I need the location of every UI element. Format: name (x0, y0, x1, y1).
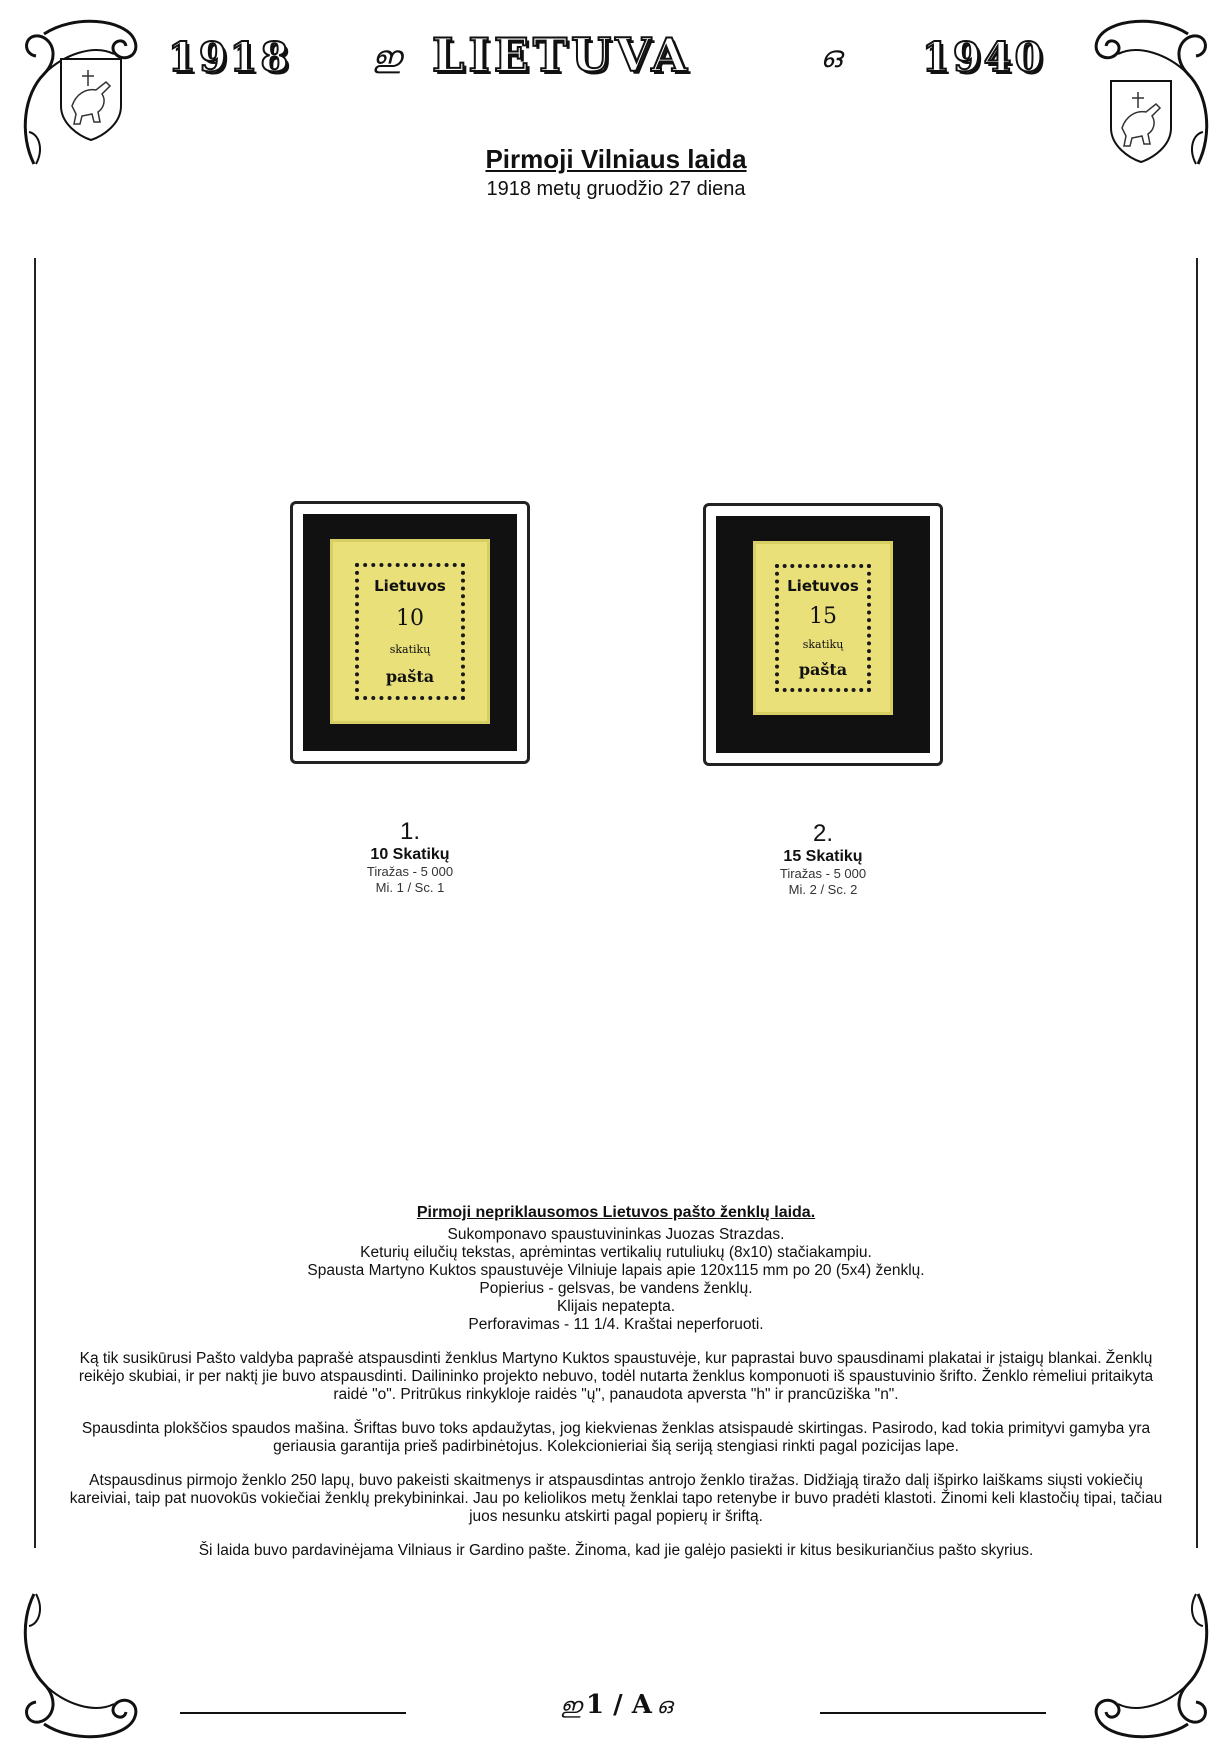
page-subtitle: Pirmoji Vilniaus laida (485, 144, 747, 174)
stamp-frame (775, 564, 872, 692)
header-ornament-left: ഇ (372, 40, 402, 75)
stamp-text-post: pašta (798, 660, 848, 680)
frame-line-right (1196, 258, 1198, 1548)
footer-ornament-right: ഒ (656, 1694, 673, 1719)
description-paragraph: Atspausdinus pirmojo ženklo 250 lapų, buvo pakeisti skaitmenys ir atspausdintas antrojo ženklo tiražas. Didžiąją tiražo dalį išpirko laiškams siųsti vokiečių kareiviai, taip pat nuovokūs vokiečiai ženklų prekybininkai. Jau po keliolikos metų ženklai tapo retenybe ir buvo pradėti klastoti. Žinomi keli klastočių tipai, tačiau juos nesunku atskirti pagal popierų ir šriftą. (69, 1472, 1163, 1525)
stamp-print-run: Tiražas - 5 000 (366, 864, 454, 879)
header-title: LIETUVA (432, 28, 692, 82)
stamp-text-post: pašta (385, 666, 435, 686)
stamp-caption-1 (290, 818, 530, 896)
stamp-catalog-number: Mi. 2 / Sc. 2 (788, 882, 858, 897)
stamp-number: 2. (812, 820, 833, 847)
stamp-frame (355, 563, 466, 699)
footer-ornament-left: ഇ (559, 1694, 582, 1719)
stamp-denomination: 15 Skatikų (783, 848, 863, 865)
stamp-catalog-number: Mi. 1 / Sc. 1 (375, 880, 445, 895)
stamp-text-country: Lietuvos (787, 576, 859, 595)
description-line: Klijais nepatepta. (556, 1298, 676, 1315)
coat-of-arms-icon (58, 56, 124, 142)
stamp-mount-background (716, 516, 930, 753)
description-paragraph: Spausdinta plokščios spaudos mašina. Šriftas buvo toks apdaužytas, jog kiekvienas ženklas atsispaudė skirtingas. Pasirodo, kad tokia primityvi gamyba yra geriausia garantija prieš padirbinėtojus. Kolekcionieriai šią seriją stengiasi rinkti pagal pozicijas lape. (81, 1420, 1151, 1455)
stamp-text-country: Lietuvos (374, 577, 446, 596)
stamp-text-unit: skatikų (389, 642, 431, 656)
stamp-print-run: Tiražas - 5 000 (779, 866, 867, 881)
description-paragraph: Ką tik susikūrusi Pašto valdyba paprašė atspausdinti ženklus Martyno Kuktos spaustuvėje, kur paprastai buvo spausdinami plakatai ir įstaigų blankai. Ženklų reikėjo skubiai, ir per naktį jie buvo atspausdinti. Dailininko projekto nebuvo, todėl nutarta ženklus komponuoti iš spaustuvinio šrifto. Ženklo rėmeliui pritaikyta raidė "o". Pritrūkus rinkykloje raidės "ų", panaudota apversta "h" ir prancūziška "n". (78, 1350, 1154, 1403)
footer-line-right (820, 1712, 1046, 1714)
page-number (530, 1690, 702, 1720)
description-paragraph: Ši laida buvo pardavinėjama Vilniaus ir Gardino pašte. Žinoma, kad jie galėjo pasiekti ir kitus besikuriančius pašto skyrius. (198, 1542, 1034, 1559)
page-number-text: 1 / A (586, 1690, 652, 1720)
description-line: Perforavimas - 11 1/4. Kraštai neperforuoti. (468, 1316, 764, 1333)
corner-ornament-bottom-left (14, 1584, 144, 1744)
stamp-image-1 (333, 542, 487, 721)
header-ornament-right: ഒ (820, 40, 842, 75)
stamp-number: 1. (399, 818, 420, 845)
description-line: Spausta Martyno Kuktos spaustuvėje Vilniuje lapais apie 120x115 mm po 20 (5x4) ženklų. (307, 1262, 925, 1279)
stamp-text-value: 10 (396, 606, 424, 632)
stamp-denomination: 10 Skatikų (370, 846, 450, 863)
description-line: Sukomponavo spaustuvininkas Juozas Strazdas. (447, 1226, 785, 1243)
footer-line-left (180, 1712, 406, 1714)
description-title: Pirmoji nepriklausomos Lietuvos pašto ženklų laida. (416, 1204, 816, 1221)
header-year-left: 1918 (168, 34, 292, 81)
description-line: Keturių eilučių tekstas, aprėmintas vertikalių rutuliukų (8x10) stačiakampiu. (360, 1244, 872, 1261)
issue-date: 1918 metų gruodžio 27 diena (486, 178, 746, 200)
stamp-text-value: 15 (809, 603, 837, 629)
header-year-right: 1940 (922, 34, 1046, 81)
description-line: Popierius - gelsvas, be vandens ženklų. (479, 1280, 753, 1297)
stamp-image-2 (756, 544, 890, 712)
stamp-caption-2 (703, 820, 943, 898)
frame-line-left (34, 258, 36, 1548)
description-block (60, 1204, 1172, 1560)
stamp-mount-1 (290, 501, 530, 764)
stamp-text-unit: skatikų (802, 638, 844, 652)
corner-ornament-bottom-right (1088, 1584, 1218, 1744)
stamp-mount-background (303, 514, 517, 751)
stamp-mount-2 (703, 503, 943, 766)
